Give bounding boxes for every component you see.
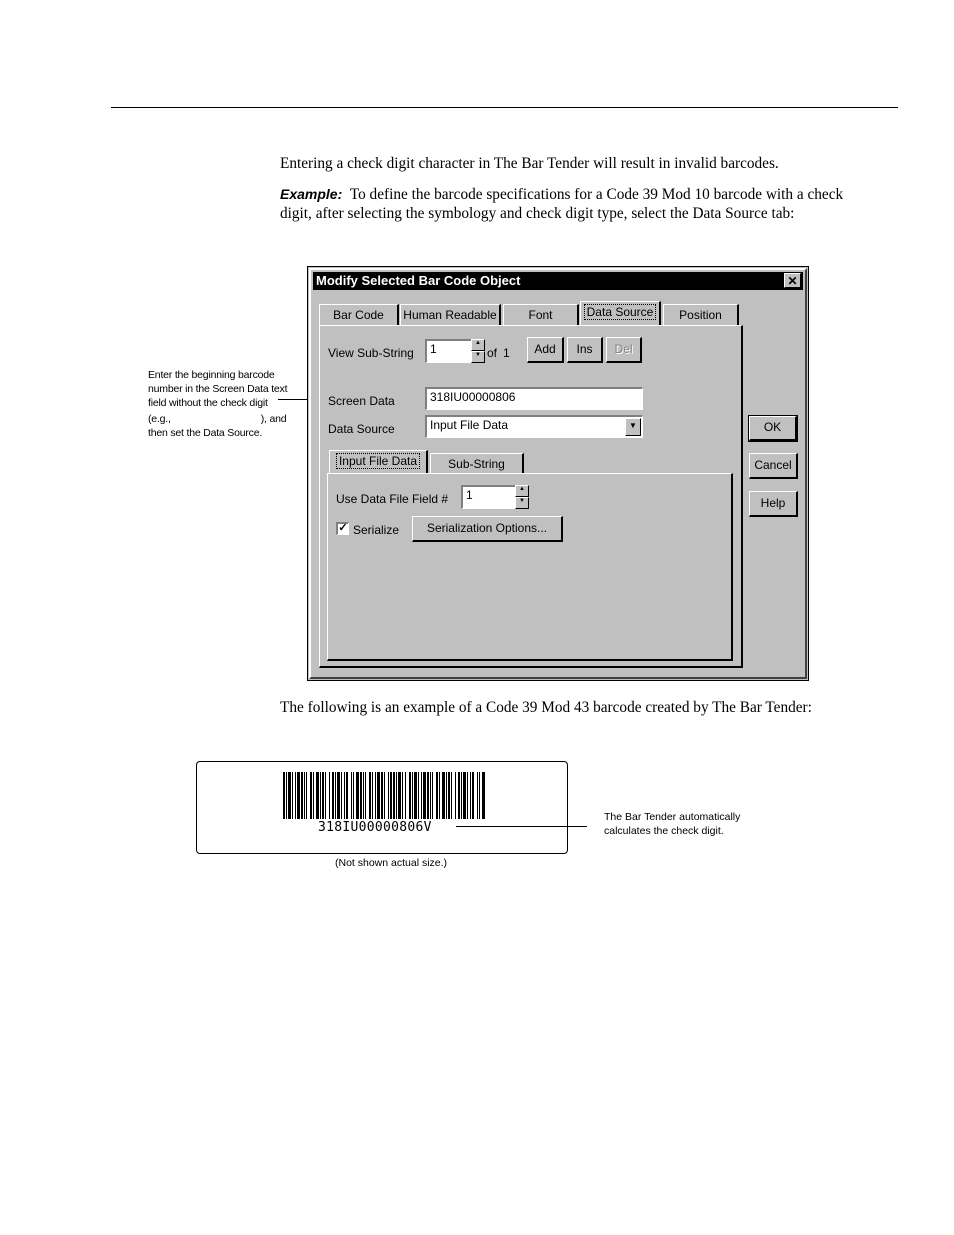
intro-paragraph: Entering a check digit character in The Bar Tender will result in invalid barcodes.	[280, 155, 779, 172]
barcode-bar	[479, 772, 480, 819]
barcode-bar	[377, 772, 380, 819]
barcode-bar	[381, 772, 383, 819]
header-rule	[111, 107, 898, 108]
barcode-bar	[369, 772, 371, 819]
barcode-bar	[365, 772, 366, 819]
barcode-callout	[604, 810, 740, 838]
view-substring-input[interactable]: 1	[425, 339, 472, 363]
tab-input-file-data[interactable]: Input File Data	[329, 450, 428, 475]
barcode-bar	[436, 772, 438, 819]
barcode-bar	[405, 772, 406, 819]
left-callout	[148, 368, 287, 440]
example-label: Example:	[280, 186, 343, 202]
callout-line-3: field without the check digit	[148, 397, 268, 409]
barcode-bar	[423, 772, 426, 819]
close-button[interactable]: ✕	[784, 273, 801, 288]
data-source-label: Data Source	[328, 422, 395, 436]
callout-line-5: then set the Data Source.	[148, 427, 263, 439]
barcode-bar	[356, 772, 359, 819]
ins-button[interactable]: Ins	[567, 337, 603, 363]
barcode-callout-leader	[456, 826, 587, 827]
screen-data-input[interactable]: 318IU00000806	[425, 387, 643, 410]
barcode-bar	[344, 772, 345, 819]
spin-up-icon[interactable]: ▲	[515, 485, 529, 497]
serialization-options-button[interactable]: Serialization Options...	[412, 516, 563, 542]
barcode-bar	[372, 772, 373, 819]
callout-line-1: Enter the beginning barcode	[148, 369, 275, 381]
barcode-bar	[316, 772, 319, 819]
ok-button[interactable]: OK	[749, 416, 797, 441]
del-button[interactable]: Del	[606, 337, 642, 363]
barcode-bar	[439, 772, 440, 819]
data-source-select[interactable]: Input File Data ▼	[425, 415, 643, 438]
barcode-bar	[325, 772, 326, 819]
barcode-bar	[461, 772, 462, 819]
barcode-bar	[446, 772, 447, 819]
barcode-bar	[414, 772, 417, 819]
barcode-callout-line-2: calculates the check digit.	[604, 825, 724, 837]
barcode-bar	[393, 772, 395, 819]
cancel-button[interactable]: Cancel	[749, 453, 798, 479]
barcode-bar	[286, 772, 287, 819]
barcode-bar	[384, 772, 385, 819]
barcode-bar	[398, 772, 401, 819]
callout-line-4: (e.g., ), and	[148, 413, 287, 425]
barcode-bar	[470, 772, 471, 819]
tab-data-source[interactable]: Data Source	[580, 301, 661, 326]
barcode-bar	[430, 772, 431, 819]
barcode-bar	[320, 772, 321, 819]
barcode-bar	[346, 772, 348, 819]
barcode-bar	[283, 772, 285, 819]
barcode-bar	[301, 772, 303, 819]
use-field-input[interactable]: 1	[461, 485, 516, 509]
tab-sub-string[interactable]: Sub-String	[430, 453, 524, 475]
barcode-bar	[297, 772, 300, 819]
tab-font[interactable]: Font	[503, 304, 579, 326]
checkmark-icon: ✓	[338, 522, 348, 534]
barcode-bar	[363, 772, 364, 819]
spin-down-icon[interactable]: ▼	[515, 497, 529, 509]
barcode-bar	[421, 772, 422, 819]
barcode-bar	[351, 772, 352, 819]
spin-up-icon[interactable]: ▲	[471, 339, 485, 351]
barcode-bar	[306, 772, 307, 819]
barcode-bar	[337, 772, 340, 819]
barcode-bar	[467, 772, 468, 819]
barcode-bar	[295, 772, 296, 819]
barcode-bar	[341, 772, 342, 819]
view-substring-spinner[interactable]	[471, 339, 485, 363]
barcode-bar	[412, 772, 413, 819]
help-button[interactable]: Help	[749, 491, 798, 517]
barcode-bar	[472, 772, 474, 819]
barcode-bar	[310, 772, 312, 819]
barcode-bar	[463, 772, 466, 819]
use-field-spinner[interactable]	[515, 485, 529, 509]
add-button[interactable]: Add	[527, 337, 564, 363]
serialize-checkbox[interactable]	[336, 522, 349, 535]
barcode-bar	[329, 772, 330, 819]
barcode-bar	[477, 772, 478, 819]
barcode-bar	[322, 772, 324, 819]
barcode-bar	[396, 772, 397, 819]
spin-down-icon[interactable]: ▼	[471, 351, 485, 363]
use-field-label: Use Data File Field #	[336, 492, 449, 506]
barcode-bar	[360, 772, 362, 819]
barcode-bar	[313, 772, 314, 819]
view-substring-label: View Sub-String	[328, 346, 414, 360]
barcode-bar	[442, 772, 445, 819]
dialog-titlebar	[313, 272, 803, 290]
following-paragraph: The following is an example of a Code 39 Mod 43 barcode created by The Bar Tender:	[280, 699, 812, 716]
barcode-bar	[427, 772, 429, 819]
barcode-bar	[332, 772, 334, 819]
barcode-bar	[288, 772, 291, 819]
barcode-callout-line-1: The Bar Tender automatically	[604, 811, 741, 823]
barcode-bar	[451, 772, 452, 819]
barcode-bar	[335, 772, 336, 819]
screen-data-label: Screen Data	[328, 394, 395, 408]
serialize-label: Serialize	[353, 523, 400, 537]
example-text: To define the barcode specifications for a Code 39 Mod 10 barcode with a check digit, after selecting the symbology and check digit type, select the Data Source tab:	[280, 186, 844, 222]
barcode-bar	[432, 772, 433, 819]
modify-barcode-dialog	[307, 266, 809, 681]
tab-human-readable[interactable]: Human Readable	[400, 304, 501, 326]
barcode-image	[283, 772, 488, 820]
tab-position[interactable]: Position	[663, 304, 739, 326]
of-value: 1	[503, 346, 510, 360]
barcode-bar	[388, 772, 389, 819]
barcode-bar	[292, 772, 293, 819]
barcode-bar	[390, 772, 392, 819]
tab-bar-code[interactable]: Bar Code	[319, 304, 399, 326]
example-paragraph	[280, 185, 845, 223]
barcode-caption: (Not shown actual size.)	[335, 857, 448, 869]
barcode-human-readable: 318IU00000806V	[318, 820, 432, 835]
callout-line-2: number in the Screen Data text	[148, 383, 288, 395]
barcode-bar	[455, 772, 456, 819]
barcode-bar	[304, 772, 305, 819]
chevron-down-icon[interactable]: ▼	[625, 418, 641, 436]
barcode-bar	[482, 772, 485, 819]
barcode-bar	[375, 772, 376, 819]
dialog-title: Modify Selected Bar Code Object	[316, 273, 521, 288]
barcode-bar	[353, 772, 354, 819]
of-label: of	[487, 346, 498, 360]
barcode-bar	[458, 772, 460, 819]
barcode-bar	[418, 772, 419, 819]
barcode-bar	[402, 772, 403, 819]
barcode-bar	[409, 772, 411, 819]
barcode-bar	[448, 772, 450, 819]
